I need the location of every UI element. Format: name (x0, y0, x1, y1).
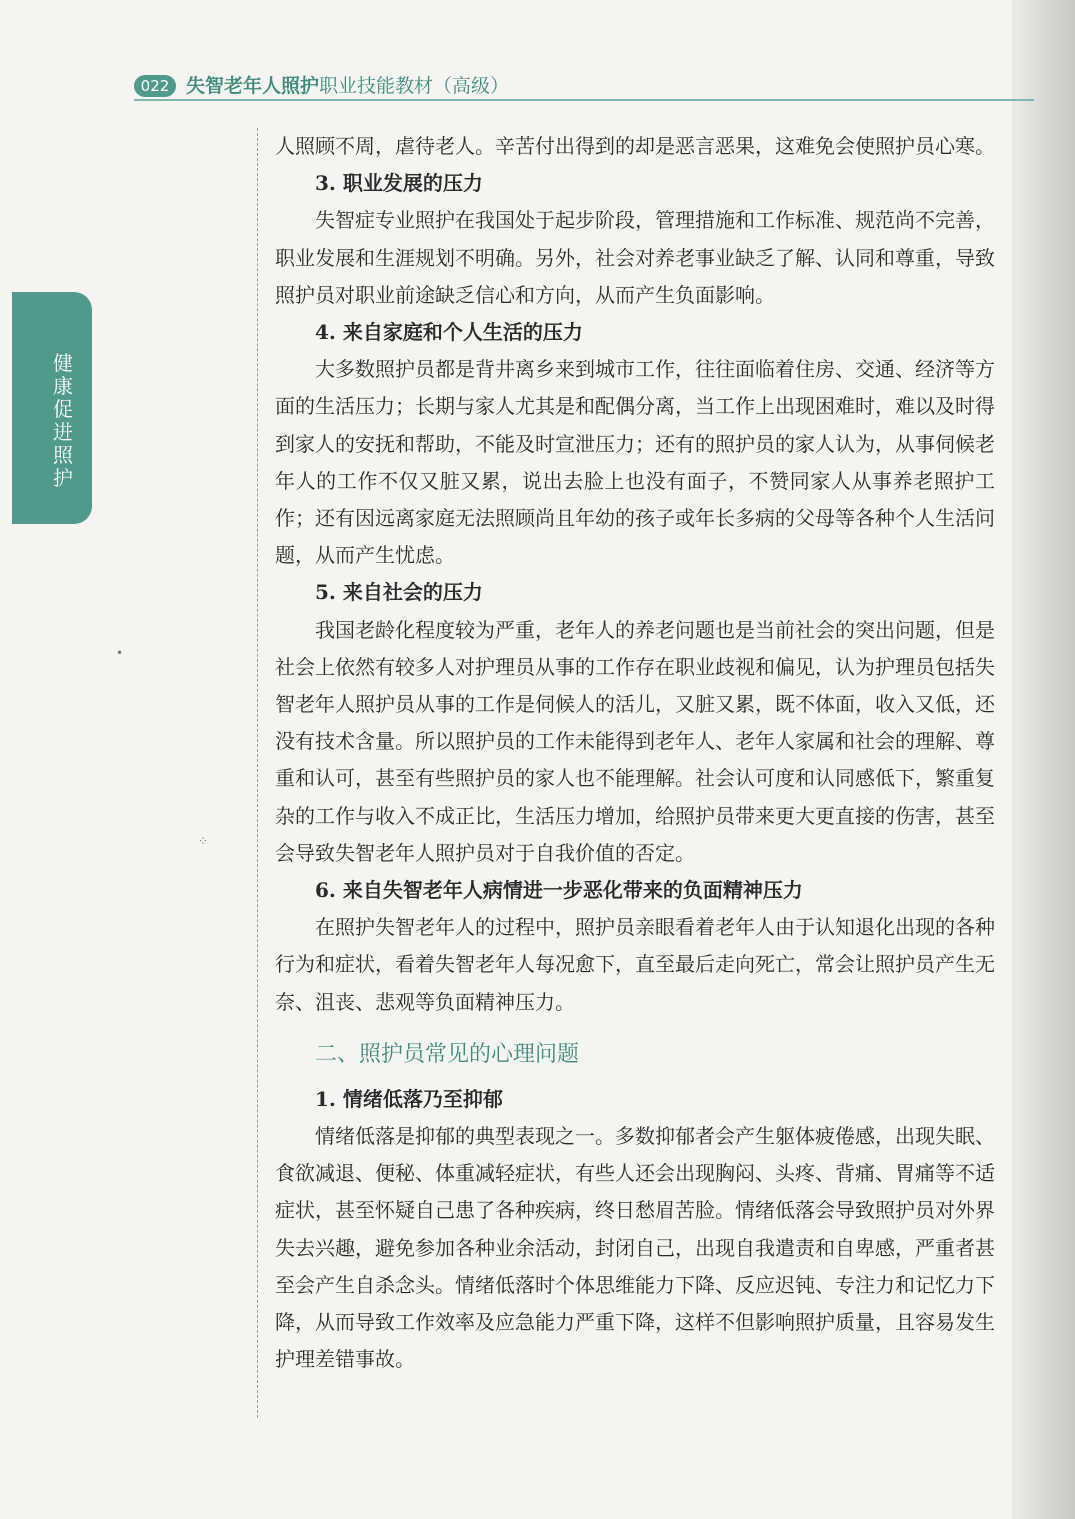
side-tab-char: 护 (53, 466, 73, 490)
side-tab-char: 康 (53, 374, 73, 398)
scan-speck: ⁘ (198, 834, 209, 848)
page-number-badge: 022 (134, 75, 176, 97)
subheading: 1. 情绪低落乃至抑郁 (315, 1086, 503, 1111)
section-heading: 二、照护员常见的心理问题 (315, 1041, 580, 1067)
paragraph: 情绪低落是抑郁的典型表现之一。多数抑郁者会产生躯体疲倦感，出现失眠、食欲减退、便秘、体重减轻症状，有些人还会出现胸闷、头疼、背痛、胃痛等不适症状，甚至怀疑自己患了各种疾病，终日愁眉苦脸。情绪低落会导致照护员对外界失去兴趣，避免参加各种业余活动，封闭自己，出现自我遣责和自卑感，严重者甚至会产生自杀念头。情绪低落时个体思维能力下降、反应迟钝、专注力和记忆力下降，从而导致工作效率及应急能力严重下降，这样不但影响照护质量，且容易发生护理差错事故。 (275, 1124, 995, 1372)
side-tab-char: 健 (53, 351, 73, 375)
subheading: 3. 职业发展的压力 (315, 171, 483, 196)
page-gutter-shadow (1015, 0, 1075, 1519)
subheading: 5. 来自社会的压力 (315, 580, 483, 605)
margin-dashed-rule (257, 128, 258, 1418)
side-tab-char: 照 (53, 443, 73, 467)
subheading: 6. 来自失智老年人病情进一步恶化带来的负面精神压力 (315, 878, 803, 903)
running-header (134, 74, 1034, 100)
book-title-sub: 职业技能教材（高级） (319, 75, 510, 97)
scan-speck: • (116, 646, 124, 660)
subheading: 4. 来自家庭和个人生活的压力 (315, 320, 583, 345)
chapter-side-tab-label (48, 352, 78, 490)
book-title (186, 74, 509, 98)
paragraph: 我国老龄化程度较为严重，老年人的养老问题也是当前社会的突出问题，但是社会上依然有较多人对护理员从事的工作存在职业歧视和偏见，认为护理员包括失智老年人照护员从事的工作是伺候人的活儿，又脏又累，既不体面，收入又低，还没有技术含量。所以照护员的工作未能得到老年人、老年人家属和社会的理解、尊重和认可，甚至有些照护员的家人也不能理解。社会认可度和认同感低下，繁重复杂的工作与收入不成正比，生活压力增加，给照护员带来更大更直接的伤害，甚至会导致失智老年人照护员对于自我价值的否定。 (275, 617, 995, 865)
header-rule (134, 99, 1034, 101)
paragraph: 人照顾不周，虐待老人。辛苦付出得到的却是恶言恶果，这难免会使照护员心寒。 (275, 134, 995, 158)
paragraph: 大多数照护员都是背井离乡来到城市工作，往往面临着住房、交通、经济等方面的生活压力；长期与家人尤其是和配偶分离，当工作上出现困难时，难以及时得到家人的安抚和帮助，不能及时宣泄压力；还有的照护员的家人认为，从事伺候老年人的工作不仅又脏又累，说出去脸上也没有面子，不赞同家人从事养老照护工作；还有因远离家庭无法照顾尚且年幼的孩子或年长多病的父母等各种个人生活问题，从而产生忧虑。 (275, 357, 995, 568)
body-text (275, 128, 995, 1379)
paragraph: 在照护失智老年人的过程中，照护员亲眼看着老年人由于认知退化出现的各种行为和症状，看着失智老年人每况愈下，直至最后走向死亡，常会让照护员产生无奈、沮丧、悲观等负面精神压力。 (275, 915, 995, 1014)
side-tab-char: 促 (53, 397, 73, 421)
side-tab-char: 进 (53, 420, 73, 444)
book-title-main: 失智老年人照护 (186, 75, 320, 97)
paragraph: 失智症专业照护在我国处于起步阶段，管理措施和工作标准、规范尚不完善，职业发展和生涯规划不明确。另外，社会对养老事业缺乏了解、认同和尊重，导致照护员对职业前途缺乏信心和方向，从而产生负面影响。 (275, 208, 995, 307)
